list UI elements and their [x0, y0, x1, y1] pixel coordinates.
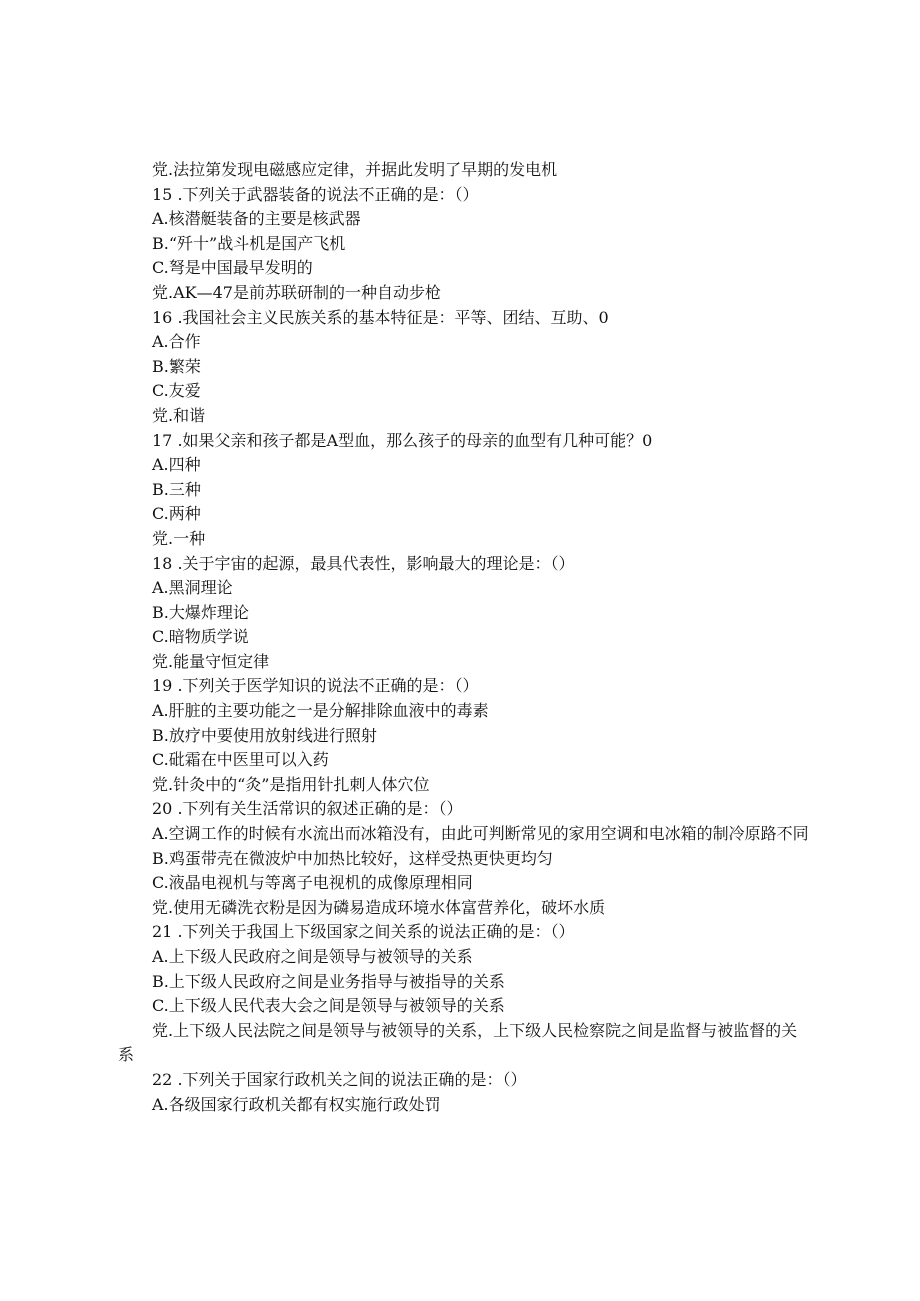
answer-option-line: A.各级国家行政机关都有权实施行政处罚: [152, 1094, 441, 1114]
answer-option-line: C.液晶电视机与等离子电视机的成像原理相同: [152, 873, 473, 893]
answer-option-line: C.弩是中国最早发明的: [152, 258, 313, 278]
answer-option-line: B.上下级人民政府之间是业务指导与被指导的关系: [152, 971, 505, 991]
answer-option-line: C.友爱: [152, 381, 201, 401]
answer-option-line: B.大爆炸理论: [152, 602, 249, 622]
answer-option-line: B.放疗中要使用放射线进行照射: [152, 725, 377, 745]
question-line: 19 .下列关于医学知识的说法不正确的是：（）: [152, 676, 479, 696]
answer-option-line: 党.能量守恒定律: [152, 651, 270, 671]
question-line: 17 .如果父亲和孩子都是A型血，那么孩子的母亲的血型有几种可能？0: [152, 430, 653, 450]
answer-option-line: 党.法拉第发现电磁感应定律，并据此发明了早期的发电机: [152, 160, 558, 179]
answer-option-line: C.两种: [152, 504, 201, 524]
answer-option-line: B.三种: [152, 479, 201, 499]
answer-option-line: C.砒霜在中医里可以入药: [152, 750, 329, 770]
answer-option-line: A.核潜艇装备的主要是核武器: [152, 209, 361, 229]
question-line: 22 .下列关于国家行政机关之间的说法正确的是：（）: [152, 1069, 527, 1089]
answer-option-line: C.暗物质学说: [152, 627, 249, 647]
document-body: [0, 158, 920, 1117]
question-line: 20 .下列有关生活常识的叙述正确的是：（）: [152, 799, 463, 819]
answer-option-line: 党.AK—47是前苏联研制的一种自动步枪: [152, 282, 441, 302]
answer-option-line: A.四种: [152, 455, 201, 475]
question-line: 21 .下列关于我国上下级国家之间关系的说法正确的是：（）: [152, 922, 575, 942]
answer-option-line: B.“歼十”战斗机是国产飞机: [152, 233, 346, 253]
question-line: 16 .我国社会主义民族关系的基本特征是：平等、团结、互助、0: [152, 307, 609, 327]
answer-option-line: A.空调工作的时候有水流出而冰箱没有，由此可判断常见的家用空调和电冰箱的制冷原路不同: [152, 824, 809, 844]
answer-option-line: 党.一种: [152, 528, 206, 548]
answer-option-line: 党.上下级人民法院之间是领导与被领导的关系，上下级人民检察院之间是监督与被监督的关系: [118, 1020, 798, 1065]
answer-option-line: C.上下级人民代表大会之间是领导与被领导的关系: [152, 996, 505, 1016]
answer-option-line: 党.使用无磷洗衣粉是因为磷易造成环境水体富营养化，破坏水质: [152, 897, 606, 917]
answer-option-line: 党.针灸中的“灸”是指用针扎刺人体穴位: [152, 774, 430, 794]
answer-option-line: A.黑洞理论: [152, 578, 233, 598]
question-line: 18 .关于宇宙的起源，最具代表性，影响最大的理论是：（）: [152, 553, 575, 573]
question-line: 15 .下列关于武器装备的说法不正确的是：（）: [152, 184, 479, 204]
answer-option-line: B.繁荣: [152, 356, 201, 376]
answer-option-line: A.合作: [152, 332, 201, 352]
answer-option-line: B.鸡蛋带壳在微波炉中加热比较好，这样受热更快更均匀: [152, 848, 553, 868]
answer-option-line: 党.和谐: [152, 405, 206, 425]
answer-option-line: A.肝脏的主要功能之一是分解排除血液中的毒素: [152, 701, 489, 721]
answer-option-line: A.上下级人民政府之间是领导与被领导的关系: [152, 947, 473, 966]
